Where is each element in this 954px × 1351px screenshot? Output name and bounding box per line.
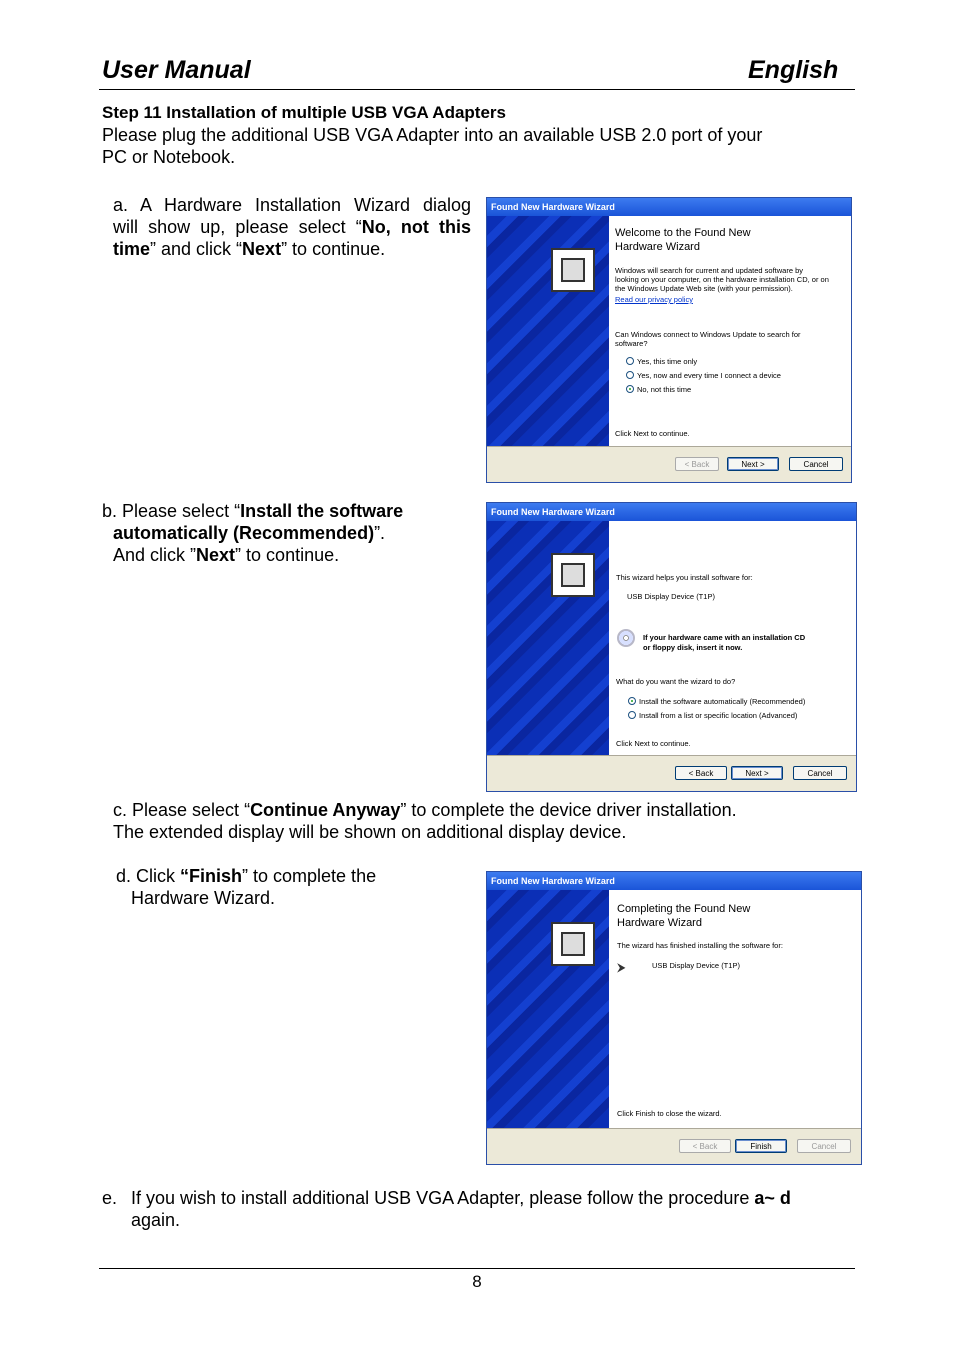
page-number: 8 [472,1272,482,1291]
radio-label: Install the software automatically (Recommended) [639,697,806,706]
radio-yes-this-time[interactable] [626,357,634,365]
dialog-text: Windows will search for current and updated software by [615,266,804,275]
section-b-line2: automatically (Recommended)”. [113,523,386,543]
dialog-title-bar: Found New Hardware Wizard [487,872,861,890]
dialog-heading-line2: Hardware Wizard [615,241,700,253]
radio-install-from-list[interactable] [628,711,636,719]
wizard-side-banner [487,216,609,447]
back-button[interactable]: < Back [675,766,727,780]
section-d-line2: Hardware Wizard. [131,888,276,908]
section-e-line2: again. [131,1210,181,1230]
finish-button[interactable]: Finish [735,1139,787,1153]
section-a-line2: will show up, please select “No, not this [113,217,471,237]
section-b-line1: b. Please select “Install the software [102,501,404,521]
step-title: Step 11 Installation of multiple USB VGA Adapters [102,103,506,122]
next-button[interactable]: Next > [731,766,783,780]
dialog-content [609,890,861,1129]
dialog-title-bar: Found New Hardware Wizard [487,503,856,521]
dialog-instruction: Click Next to continue. [615,429,690,438]
device-name: USB Display Device (T1P) [652,961,740,970]
dialog-instruction: Click Finish to close the wizard. [617,1109,722,1118]
dialog-footer [487,446,851,482]
dialog-text: This wizard helps you install software for: [616,573,753,582]
cancel-button[interactable]: Cancel [789,457,843,471]
dialog-question: Can Windows connect to Windows Update to search for [615,330,801,339]
radio-label: Yes, now and every time I connect a device [637,371,781,380]
hardware-icon [551,922,595,966]
header-title: User Manual [102,56,251,84]
cd-icon [617,629,635,647]
dialog-heading-line1: Welcome to the Found New [615,227,751,239]
step-intro-line1: Please plug the additional USB VGA Adapter into an available USB 2.0 port of your [102,125,763,145]
section-b-line3: And click ”Next” to continue. [113,545,340,565]
wizard-dialog-completing [486,871,862,1165]
header-divider [99,89,855,90]
dialog-heading-line2: Hardware Wizard [617,917,702,929]
wizard-dialog-welcome [486,197,852,483]
dialog-text: looking on your computer, on the hardware installation CD, or on [615,275,829,284]
cancel-button[interactable]: Cancel [793,766,847,780]
cd-notice: or floppy disk, insert it now. [643,643,743,652]
section-c-line1: c. Please select “Continue Anyway” to complete the device driver installation. [113,800,737,820]
dialog-content [609,216,851,447]
dialog-footer [487,755,856,791]
dialog-text: the Windows Update Web site (with your permission). [615,284,793,293]
dialog-title-bar: Found New Hardware Wizard [487,198,851,216]
header-language: English [748,56,839,84]
radio-label: No, not this time [637,385,692,394]
section-d-line1: d. Click “Finish” to complete the [116,866,377,886]
dialog-footer [487,1128,861,1164]
next-button[interactable]: Next > [727,457,779,471]
cancel-button[interactable]: Cancel [797,1139,851,1153]
dialog-instruction: Click Next to continue. [616,739,691,748]
wizard-side-banner [487,521,609,756]
cd-notice: If your hardware came with an installation CD [643,633,806,642]
section-c-line2: The extended display will be shown on additional display device. [113,822,627,842]
radio-label: Install from a list or specific location (Advanced) [639,711,798,720]
section-e-label: e. [102,1188,118,1208]
privacy-policy-link[interactable]: Read our privacy policy [615,295,693,304]
wizard-dialog-install-options [486,502,857,792]
dialog-text: The wizard has finished installing the software for: [617,941,783,950]
section-e-line1: If you wish to install additional USB VGA Adapter, please follow the procedure a~ d [131,1188,791,1208]
dialog-heading-line1: Completing the Found New [617,903,751,915]
hardware-icon [551,553,595,597]
radio-install-automatically[interactable] [628,697,636,705]
dialog-content [609,521,856,756]
section-a-line1: a. A Hardware Installation Wizard dialog [113,195,471,215]
back-button[interactable]: < Back [675,457,719,471]
radio-label: Yes, this time only [637,357,698,366]
dialog-question: software? [615,339,648,348]
section-a-line3: time” and click “Next” to continue. [113,239,386,259]
usb-icon: ⮞ [617,960,626,974]
device-name: USB Display Device (T1P) [627,592,715,601]
step-intro-line2: PC or Notebook. [102,147,236,167]
footer-divider [99,1268,855,1269]
hardware-icon [551,248,595,292]
dialog-question: What do you want the wizard to do? [616,677,736,686]
back-button[interactable]: < Back [679,1139,731,1153]
wizard-side-banner [487,890,609,1129]
radio-no-not-this-time[interactable] [626,385,634,393]
radio-yes-every-time[interactable] [626,371,634,379]
